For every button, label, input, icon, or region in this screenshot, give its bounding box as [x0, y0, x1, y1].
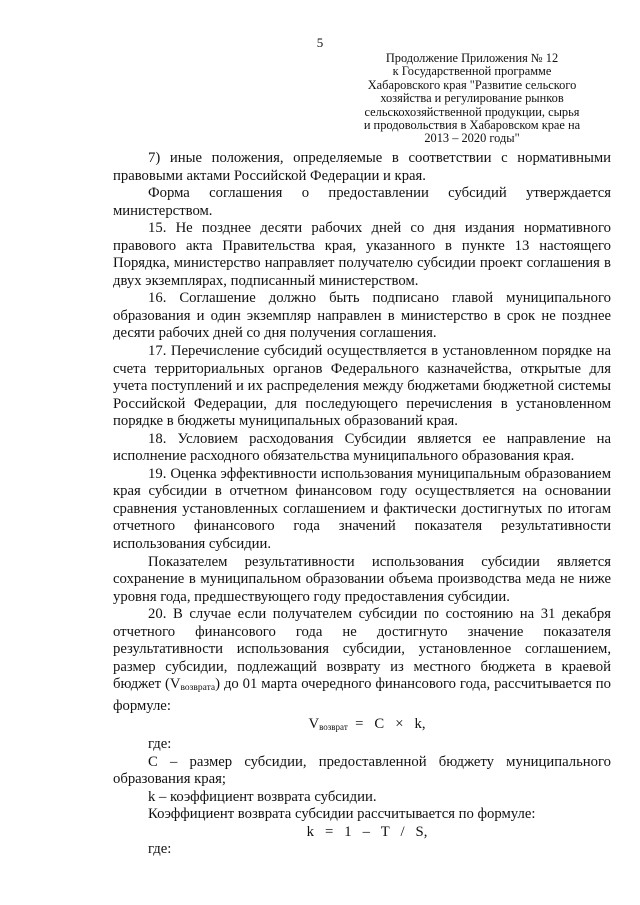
paragraph-indicator: Показателем результативности использования субсидии является сохранение в муниципальном образовании объема производства меда не ниже уровня года, предшествующего году предоставления субсидии. — [113, 553, 611, 605]
formula-v-subscript: возврат — [319, 721, 348, 732]
formula-refund — [113, 716, 611, 737]
formula-coefficient: k = 1 – T / S, — [306, 823, 428, 840]
paragraph-20 — [113, 606, 611, 715]
paragraph-15: 15. Не позднее десяти рабочих дней со дня издания нормативного правового акта Правительства края, указанного в пункте 13 настоящего Порядка, министерство направляет получателю субсидии проект соглашения в двух экземплярах, подписанный министерством. — [113, 220, 611, 289]
header-line: Хабаровского края "Развитие сельского — [367, 77, 577, 92]
definition-c: C – размер субсидии, предоставленной бюджету муниципального образования края; — [113, 753, 611, 788]
paragraph-item-7: 7) иные положения, определяемые в соответствии с нормативными правовыми актами Российской Федерации и края. — [113, 150, 611, 184]
header-line: 2013 – 2020 годы" — [424, 131, 520, 146]
header-line: хозяйства и регулирование рынков — [380, 91, 564, 106]
coefficient-intro: Коэффициент возврата субсидии рассчитывается по формуле: — [148, 806, 536, 823]
where-label: где: — [148, 736, 172, 753]
v-subscript: возврата — [180, 683, 216, 694]
paragraph-20-text-end: ) до 01 марта очередного финансового года, рассчитывается по формуле: — [113, 676, 612, 714]
paragraph-18: 18. Условием расходования Субсидии является ее направление на исполнение расходного обязательства муниципального образования края. — [113, 430, 611, 465]
appendix-header — [340, 52, 604, 146]
header-line: и продовольствия в Хабаровском крае на — [363, 118, 581, 133]
page-number: 5 — [316, 35, 324, 50]
formula-v: V — [308, 715, 320, 732]
paragraph-agreement-form: Форма соглашения о предоставлении субсидий утверждается министерством. — [113, 185, 611, 219]
paragraph-20-text: 20. В случае если получателем субсидии по состоянию на 31 декабря отчетного финансового года не достигнуто значение показателя результативности использования субсидии, установленное соглашением, размер субсидии, подлежащий возврату из местного бюджета в краевой бюджет (V — [113, 606, 611, 693]
header-line: к Государственной программе — [392, 64, 552, 79]
document-body — [113, 150, 611, 859]
paragraph-19: 19. Оценка эффективности использования муниципальным образованием края субсидии в отчетном финансовом году осуществляется на основании сравнения установленных соглашением и фактически достигнутых по итогам отчетного финансового года значений показателя результативности использования субсидии. — [113, 465, 611, 553]
where-label-2: где: — [148, 841, 172, 858]
formula-rest: = C × k, — [347, 715, 426, 732]
definition-k: k – коэффициент возврата субсидии. — [148, 788, 377, 805]
header-line: сельскохозяйственной продукции, сырья — [364, 104, 580, 119]
header-line: Продолжение Приложения № 12 — [385, 51, 559, 65]
paragraph-17: 17. Перечисление субсидий осуществляется в установленном порядке на счета территориальных органов Федерального казначейства, открытые для учета поступлений и их распределения между бюджетами бюджетной системы Российской Федерации, для последующего перечисления в установленном порядке в бюджеты муниципальных образований края. — [113, 343, 611, 430]
paragraph-16: 16. Соглашение должно быть подписано главой муниципального образования и один экземпляр направлен в министерство в срок не позднее десяти рабочих дней со дня получения соглашения. — [113, 290, 611, 342]
